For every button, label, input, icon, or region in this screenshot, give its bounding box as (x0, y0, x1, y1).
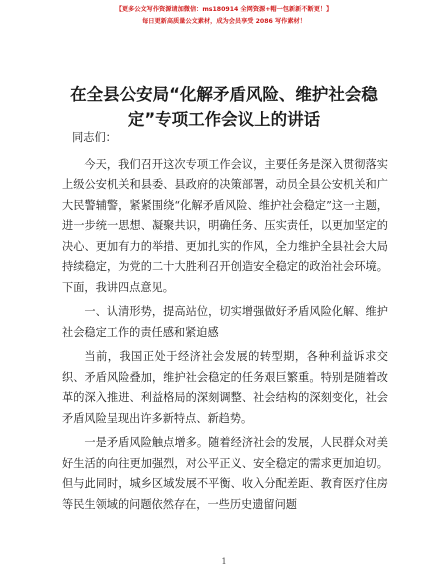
page-number: 1 (221, 557, 227, 566)
banner-line-1: 【更多公文写作资源请加微信：ms180914 全网资源+帽一包新新不断更！】 (115, 6, 333, 13)
paragraph-situation: 当前，我国正处于经济社会发展的转型期，各种利益诉求交织、矛盾风险叠加，维护社会稳定的任务艰巨繁重。特别是随着改革的深入推进、利益格局的深刻调整、社会结构的深刻变化，社会矛盾风险呈现出许多新特点、新趋势。 (62, 350, 388, 425)
header-banner (0, 4, 448, 28)
title-line-1: 在全县公安局“化解矛盾风险、维护社会稳 (70, 85, 378, 104)
paragraph-intro: 今天，我们召开这次专项工作会议，主要任务是深入贯彻落实上级公安机关和县委、县政府的决策部署，动员全县公安机关和广大民警辅警，紧紧围绕“化解矛盾风险、维护社会稳定”这一主题，进一步统一思想、凝聚共识，明确任务、压实责任，以更加坚定的决心、更加有力的举措、更加扎实的作风，全力维护全县社会大局持续稳定，为党的二十大胜利召开创造安全稳定的政治社会环境。下面，我讲四点意见。 (62, 157, 388, 294)
greeting: 同志们： (72, 131, 117, 144)
paragraph-point-one: 一是矛盾风险触点增多。随着经济社会的发展，人民群众对美好生活的向往更加强烈，对公平正义、安全稳定的需求更加迫切。但与此同时，城乡区域发展不平衡、收入分配差距、教育医疗住房等民生领域的问题依然存在，一些历史遗留问题 (62, 436, 388, 511)
title-line-2: 定”专项工作会议上的讲话 (127, 110, 321, 129)
document-title (0, 82, 448, 132)
banner-line-2: 每日更新高质量公文素材，成为会员享受 2086 写作素材！ (142, 18, 306, 25)
paragraph-section-heading: 一、认清形势，提高站位，切实增强做好矛盾风险化解、维护社会稳定工作的责任感和紧迫感 (62, 305, 388, 339)
document-body (62, 128, 388, 519)
